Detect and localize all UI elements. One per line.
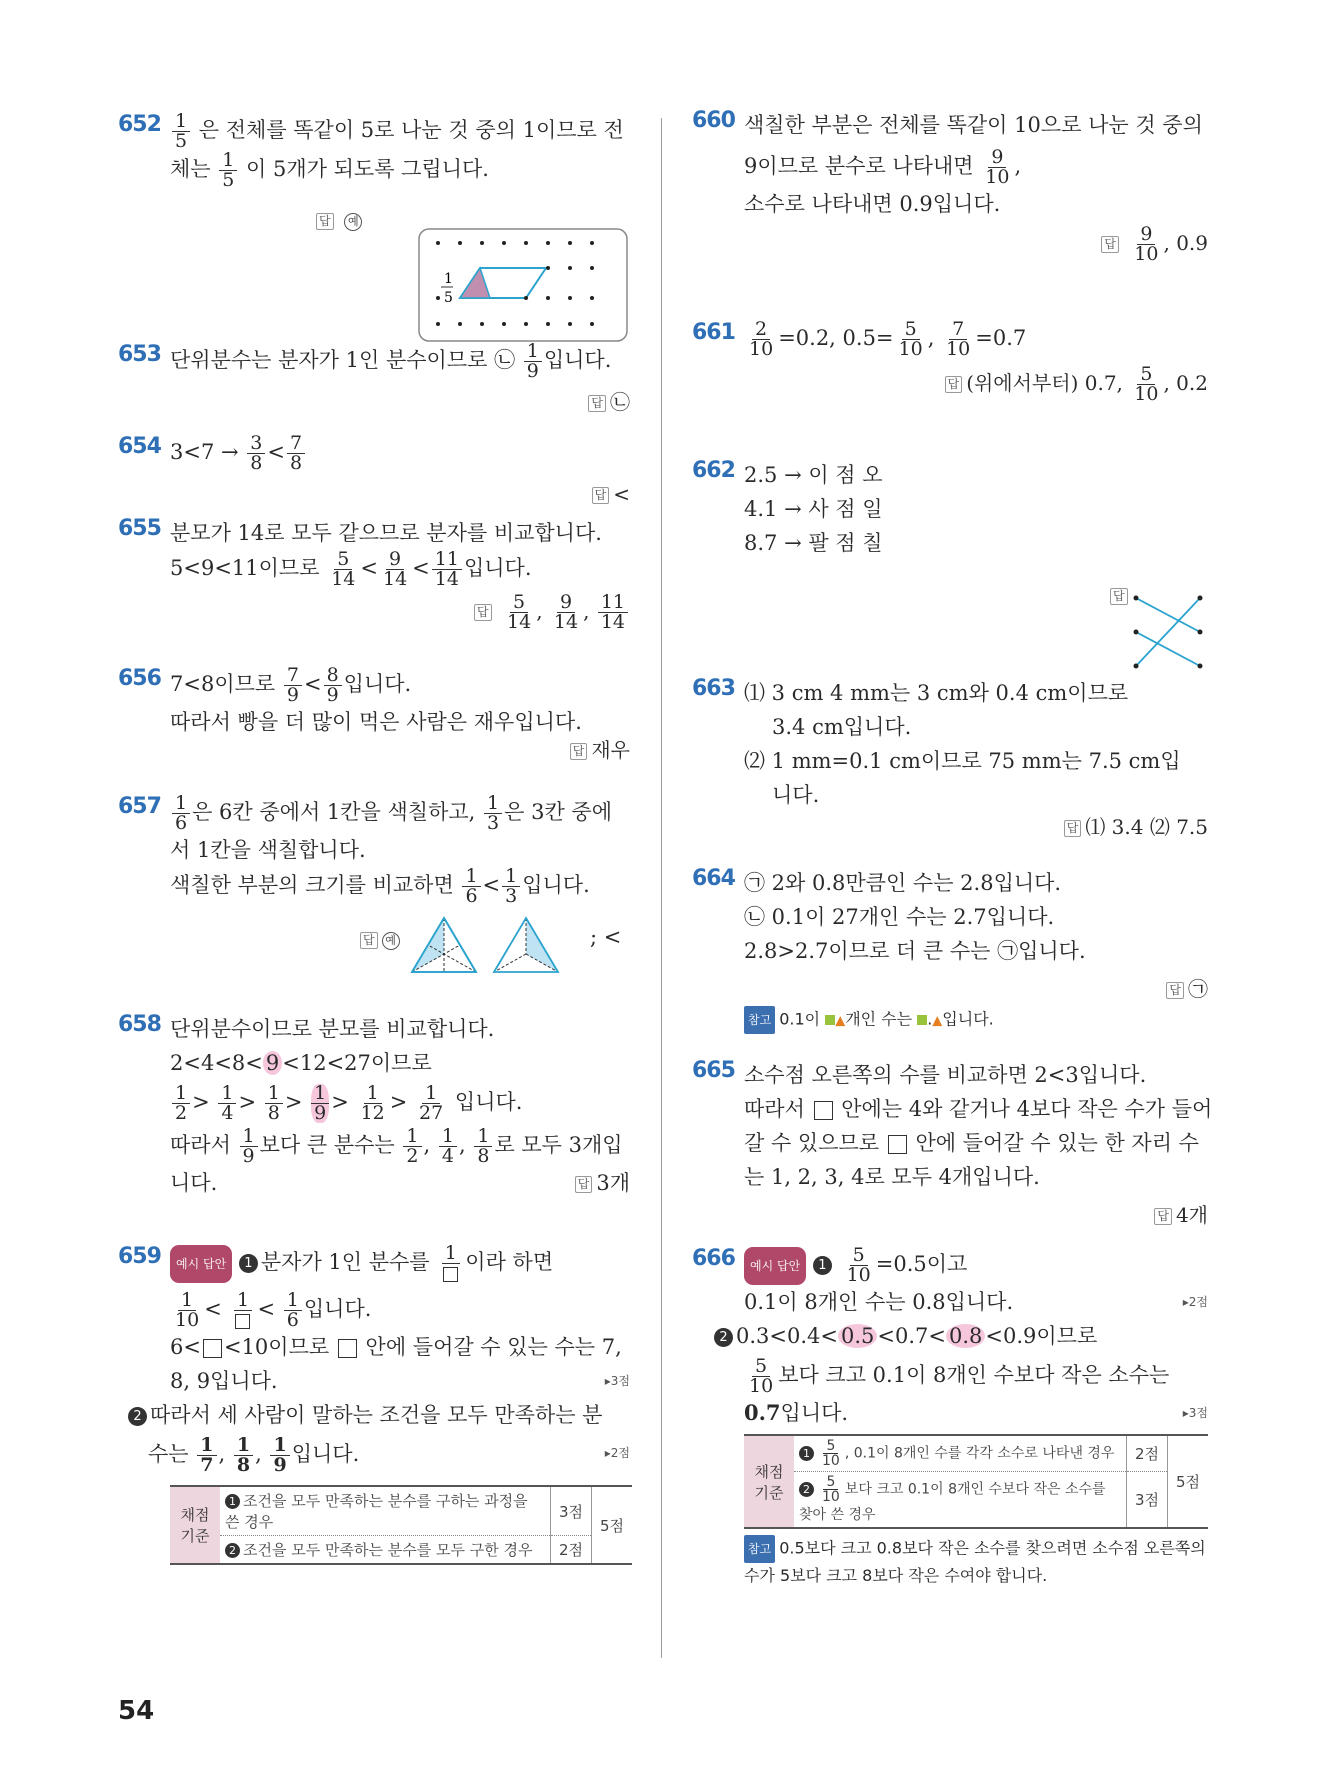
fraction: $\frac{9}{14}$ <box>382 548 408 590</box>
triangle-figure-one-third <box>492 916 560 976</box>
example-mark: 예 <box>344 213 362 231</box>
problem-number: 652 <box>118 112 161 137</box>
problem-664: 664 ㉠ 2와 0.8만큼인 수는 2.8입니다. ㉡ 0.1이 27개인 수는 2.7입니다. 2.8>2.7이므로 더 큰 수는 ㉠입니다. 답 ㉠ 참고 0.1이 ▲개인 수는 .▲입니다. <box>692 866 1208 1052</box>
problem-657: 657 $\frac{1}{6}$ 은 6칸 중에서 1칸을 색칠하고, $\frac{1}{3}$ 은 3칸 중에 서 1칸을 색칠합니다. 색칠한 부분의 크기를 비교하면 $\frac{1}{6}$ < $\frac{1}{3}$ 입니다. 답 예 ; < <box>118 794 630 1012</box>
scoring-table-659: 채점 기준 1 조건을 모두 만족하는 분수를 구하는 과정을 쓴 경우 3점 5점 2 조건을 모두 만족하는 분수를 모두 구한 경우 2점 <box>170 1485 632 1565</box>
fraction: $\frac{5}{14}$ <box>331 548 356 590</box>
problem-number: 654 <box>118 434 161 459</box>
problem-number: 653 <box>118 342 161 367</box>
answer: 답 $\frac{9}{10}$ , 0.9 <box>744 225 1208 264</box>
problem-number: 656 <box>118 666 161 691</box>
answer: 답 재우 <box>170 733 630 767</box>
answer: 답 4개 <box>744 1198 1208 1232</box>
problem-658: 658 단위분수이므로 분모를 비교합니다. 2<4<8< 9 <12<27이므로 $\frac{1}{2}$ > $\frac{1}{4}$ > $\frac{1}{8}$ > $\frac{1}{9}$ > $\frac{1}{12}$ > $\frac{1}{27}$ 입니다. 따라서 $\frac{1}{9}$ 보다 큰 분수는 $\frac{1}{2}$ , $\frac{1}{4}$ , $\frac{1}{8}$ 로 모두 3개입 니다. 답 3개 <box>118 1012 630 1195</box>
fraction: $\frac{1}{6}$ <box>172 794 190 833</box>
page-number: 54 <box>118 1696 155 1726</box>
column-divider <box>661 118 662 1658</box>
problem-number: 664 <box>692 866 735 891</box>
fraction: $\frac{1}{6}$ <box>462 867 480 906</box>
problem-number: 659 <box>118 1244 161 1269</box>
matching-lines-figure <box>1130 592 1206 672</box>
problem-number: 657 <box>118 794 161 819</box>
note-666: 참고 0.5보다 크고 0.8보다 작은 소수를 찾으려면 소수점 오른쪽의 수가 5보다 크고 8보다 작은 수여야 합니다. <box>744 1535 1208 1589</box>
figure-label-denominator: 5 <box>444 290 453 306</box>
dot-grid-figure <box>418 228 628 342</box>
problem-number: 665 <box>692 1058 735 1083</box>
problem-666: 666 예시 답안 1 $\frac{5}{10}$ =0.5이고 0.1이 8개인 수는 0.8입니다. ▸2점 2 0.3<0.4< 0.5 <0.7< 0.8 <0.9이므로 $\frac{5}{10}$ 보다 크고 0.1이 8개인 수보다 작은 소수는 0.7입니다. ▸3점 채점 기준 1 $\frac{5}{10}$ , 0.1이 8개인 수를 각각 소수로 나타낸 경우 2점 5점 2 $\frac{5}{10}$ 보다 크고 0.1이 8개인 수보다 작은 소수를 찾아 쓴 경우 3점 참고 0.5보다 크고 0.8보다 작은 소수를 찾으려면 소수점 오른쪽의 수가 5보다 크고 8보다 작은 수여야 합니다. <box>692 1246 1208 1589</box>
answer: 답 ㉠ <box>744 972 1208 1006</box>
fraction: $\frac{1}{5}$ <box>219 151 237 190</box>
fraction: $\frac{1}{5}$ <box>172 112 190 151</box>
problem-655: 655 분모가 14로 모두 같으므로 분자를 비교합니다. 5<9<11이므로 $\frac{5}{14}$ < $\frac{9}{14}$ < $\frac{11}{14}$ 입니다. 답 $\frac{5}{14}$ , $\frac{9}{14}$ , $\frac{11}{14}$ <box>118 516 630 666</box>
answer: 답 < <box>170 477 630 511</box>
problem-665: 665 소수점 오른쪽의 수를 비교하면 2<3입니다. 따라서 안에는 4와 같거나 4보다 작은 수가 들어 갈 수 있으므로 안에 들어갈 수 있는 한 자리 수 는 1, 2, 3, 4로 모두 4개입니다. 답 4개 <box>692 1058 1208 1246</box>
problem-number: 658 <box>118 1012 161 1037</box>
problem-number: 661 <box>692 320 735 345</box>
problem-663: 663 ⑴ 3 cm 4 mm는 3 cm와 0.4 cm이므로 3.4 cm입니다. ⑵ 1 mm=0.1 cm이므로 75 mm는 7.5 cm입 니다. 답 ⑴ 3.4 ⑵ 7.5 <box>692 676 1208 866</box>
fraction: $\frac{8}{9}$ <box>324 666 342 705</box>
answer: 답 ㉡ <box>170 385 630 419</box>
triangle-figure-one-sixth <box>410 916 478 976</box>
figure-label-numerator: 1 <box>444 271 453 287</box>
problem-653: 653 단위분수는 분자가 1인 분수이므로 ㉡ $\frac{1}{9}$ 입니다. 답 ㉡ <box>118 342 630 434</box>
problem-661: 661 $\frac{2}{10}$ =0.2, 0.5= $\frac{5}{10}$ , $\frac{7}{10}$ =0.7 답 (위에서부터) 0.7, $\frac{5}{10}$ , 0.2 <box>692 318 1208 405</box>
fraction: $\frac{1}{3}$ <box>484 794 502 833</box>
scoring-table-666: 채점 기준 1 $\frac{5}{10}$ , 0.1이 8개인 수를 각각 소수로 나타낸 경우 2점 5점 2 $\frac{5}{10}$ 보다 크고 0.1이 8개인 수보다 작은 소수를 찾아 쓴 경우 3점 <box>744 1434 1208 1529</box>
fraction: $\frac{1}{9}$ <box>524 342 542 381</box>
fraction: $\frac{7}{8}$ <box>287 434 305 473</box>
answer: 답 (위에서부터) 0.7, $\frac{5}{10}$ , 0.2 <box>744 365 1208 404</box>
fraction: $\frac{3}{8}$ <box>247 434 265 473</box>
fraction: $\frac{11}{14}$ <box>432 550 462 589</box>
problem-656: 656 7<8이므로 $\frac{7}{9}$ < $\frac{8}{9}$ 입니다. 따라서 빵을 더 많이 먹은 사람은 재우입니다. 답 재우 <box>118 666 630 782</box>
problem-number: 662 <box>692 458 735 483</box>
problem-number: 663 <box>692 676 735 701</box>
highlight: 9 <box>263 1051 282 1075</box>
answer-label: 답 <box>1110 588 1128 605</box>
answer: 답 ⑴ 3.4 ⑵ 7.5 <box>744 810 1208 844</box>
problem-number: 660 <box>692 108 735 133</box>
problem-number: 655 <box>118 516 161 541</box>
problem-660: 660 색칠한 부분은 전체를 똑같이 10으로 나눈 것 중의 9이므로 분수로 나타내면 $\frac{9}{10}$ , 소수로 나타내면 0.9입니다. 답 $\frac{9}{10}$ , 0.9 <box>692 108 1208 265</box>
note-664: 참고 0.1이 ▲개인 수는 .▲입니다. <box>744 1006 1208 1035</box>
problem-654: 654 3<7 → $\frac{3}{8}$ < $\frac{7}{8}$ 답 < <box>118 434 630 516</box>
fraction: $\frac{7}{9}$ <box>284 666 302 705</box>
problem-662: 662 2.5 → 이 점 오 4.1 → 사 점 일 8.7 → 팔 점 칠 답 <box>692 458 1208 676</box>
example-answer-badge: 예시 답안 <box>744 1247 806 1285</box>
fraction: $\frac{1}{3}$ <box>502 867 520 906</box>
right-column <box>692 108 1213 1589</box>
example-answer-badge: 예시 답안 <box>170 1245 232 1283</box>
answer-label: 답 <box>316 213 334 230</box>
answer: 답 $\frac{5}{14}$ , $\frac{9}{14}$ , $\frac{11}{14}$ <box>170 593 630 632</box>
problem-659: 659 예시 답안 1 분자가 1인 분수를 1 이라 하면 $\frac{1}{10}$ < 1 < $\frac{1}{6}$ 입니다. 6< <10이므로 안에 들어갈 수 있는 수는 7, 8, 9입니다. ▸3점 2 따라서 세 사람이 말하는 조건을 모두 만족하는 분 수는 $\frac{1}{7}$ , $\frac{1}{8}$ , $\frac{1}{9}$ 입니다. ▸2점 채점 기준 1 조건을 모두 만족하는 분수를 구하는 과정을 쓴 경우 3점 5점 2 조건을 모두 만족하는 분수를 모두 구한 경우 2점 <box>118 1244 630 1565</box>
answer: 답 예 ; < <box>170 914 630 984</box>
problem-number: 666 <box>692 1246 735 1271</box>
problem-652: 652 $\frac{1}{5}$ 은 전체를 똑같이 5로 나눈 것 중의 1이므로 전 체는 $\frac{1}{5}$ 이 5개가 되도록 그립니다. 답 예 1 5 <box>118 112 630 322</box>
left-column <box>118 112 630 1565</box>
